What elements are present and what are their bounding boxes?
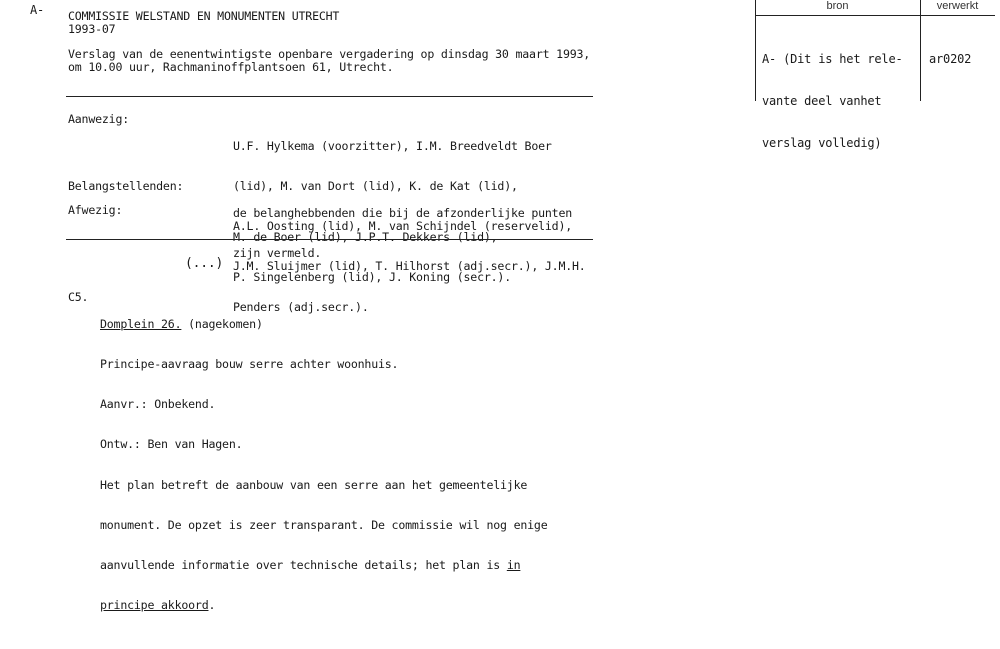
item-verdict-part: in bbox=[506, 558, 521, 573]
item-text-fragment: aanvullende informatie over technische details; het plan is bbox=[100, 558, 507, 573]
source-note-line: vante deel vanhet bbox=[762, 94, 882, 108]
column-header-source: bron bbox=[826, 0, 849, 12]
item-applicant: Aanvr.: Onbekend. bbox=[100, 397, 216, 412]
stakeholders-line: de belanghebbenden die bij de afzonderlijke punten bbox=[233, 205, 573, 220]
item-text-line bbox=[100, 599, 547, 612]
absent-line: M. de Boer (lid), J.P.T. Dekkers (lid), bbox=[233, 229, 498, 244]
stakeholders-line: zijn vermeld. bbox=[233, 246, 322, 261]
meeting-description: Verslag van de eenentwintigste openbare vergadering op dinsdag 30 maart 1993, bbox=[68, 47, 591, 61]
item-designer: Ontw.: Ben van Hagen. bbox=[100, 437, 243, 452]
document-title: COMMISSIE WELSTAND EN MONUMENTEN UTRECHT bbox=[68, 9, 340, 23]
item-heading bbox=[100, 318, 547, 331]
absent-list bbox=[233, 204, 511, 298]
document-number: 1993-07 bbox=[68, 22, 116, 36]
absent-label: Afwezig: bbox=[68, 203, 123, 217]
present-label: Aanwezig: bbox=[68, 112, 130, 126]
item-code: C5. bbox=[68, 290, 89, 304]
meeting-time-location: om 10.00 uur, Rachmaninoffplantsoen 61, Utrecht. bbox=[68, 60, 394, 74]
present-line: U.F. Hylkema (voorzitter), I.M. Breedveldt Boer bbox=[233, 138, 552, 153]
item-text-line: monument. De opzet is zeer transparant. De commissie wil nog enige bbox=[100, 517, 548, 532]
margin-mark: A- bbox=[30, 3, 45, 17]
source-note-line: A- (Dit is het rele- bbox=[762, 52, 903, 66]
item-address-suffix: (nagekomen) bbox=[181, 316, 263, 331]
divider-top bbox=[66, 96, 593, 97]
item-body bbox=[100, 291, 547, 626]
item-verdict: principe akkoord bbox=[100, 598, 209, 613]
present-line: Penders (adj.secr.). bbox=[233, 299, 369, 314]
present-line: J.M. Sluijmer (lid), T. Hilhorst (adj.secr.), J.M.H. bbox=[233, 259, 586, 274]
item-address: Domplein 26. bbox=[100, 316, 182, 331]
item-text-line bbox=[100, 559, 547, 572]
omission-mark: (...) bbox=[185, 256, 224, 271]
stakeholders-label: Belangstellenden: bbox=[68, 179, 184, 193]
table-header-divider bbox=[755, 15, 995, 16]
item-request: Principe-aavraag bouw serre achter woonhuis. bbox=[100, 357, 399, 372]
present-line: A.L. Oosting (lid), M. van Schijndel (reservelid), bbox=[233, 219, 573, 234]
item-text-line: Het plan betreft de aanbouw van een serre aan het gemeentelijke bbox=[100, 477, 528, 492]
divider-bottom bbox=[66, 239, 593, 240]
source-note bbox=[762, 24, 903, 178]
absent-line: P. Singelenberg (lid), J. Koning (secr.). bbox=[233, 270, 511, 285]
present-line: (lid), M. van Dort (lid), K. de Kat (lid), bbox=[233, 179, 518, 194]
source-note-line: verslag volledig) bbox=[762, 136, 882, 150]
column-header-processed: verwerkt bbox=[936, 0, 979, 12]
processed-code: ar0202 bbox=[929, 52, 972, 66]
item-text-fragment: . bbox=[208, 598, 216, 613]
reference-table bbox=[755, 0, 995, 150]
